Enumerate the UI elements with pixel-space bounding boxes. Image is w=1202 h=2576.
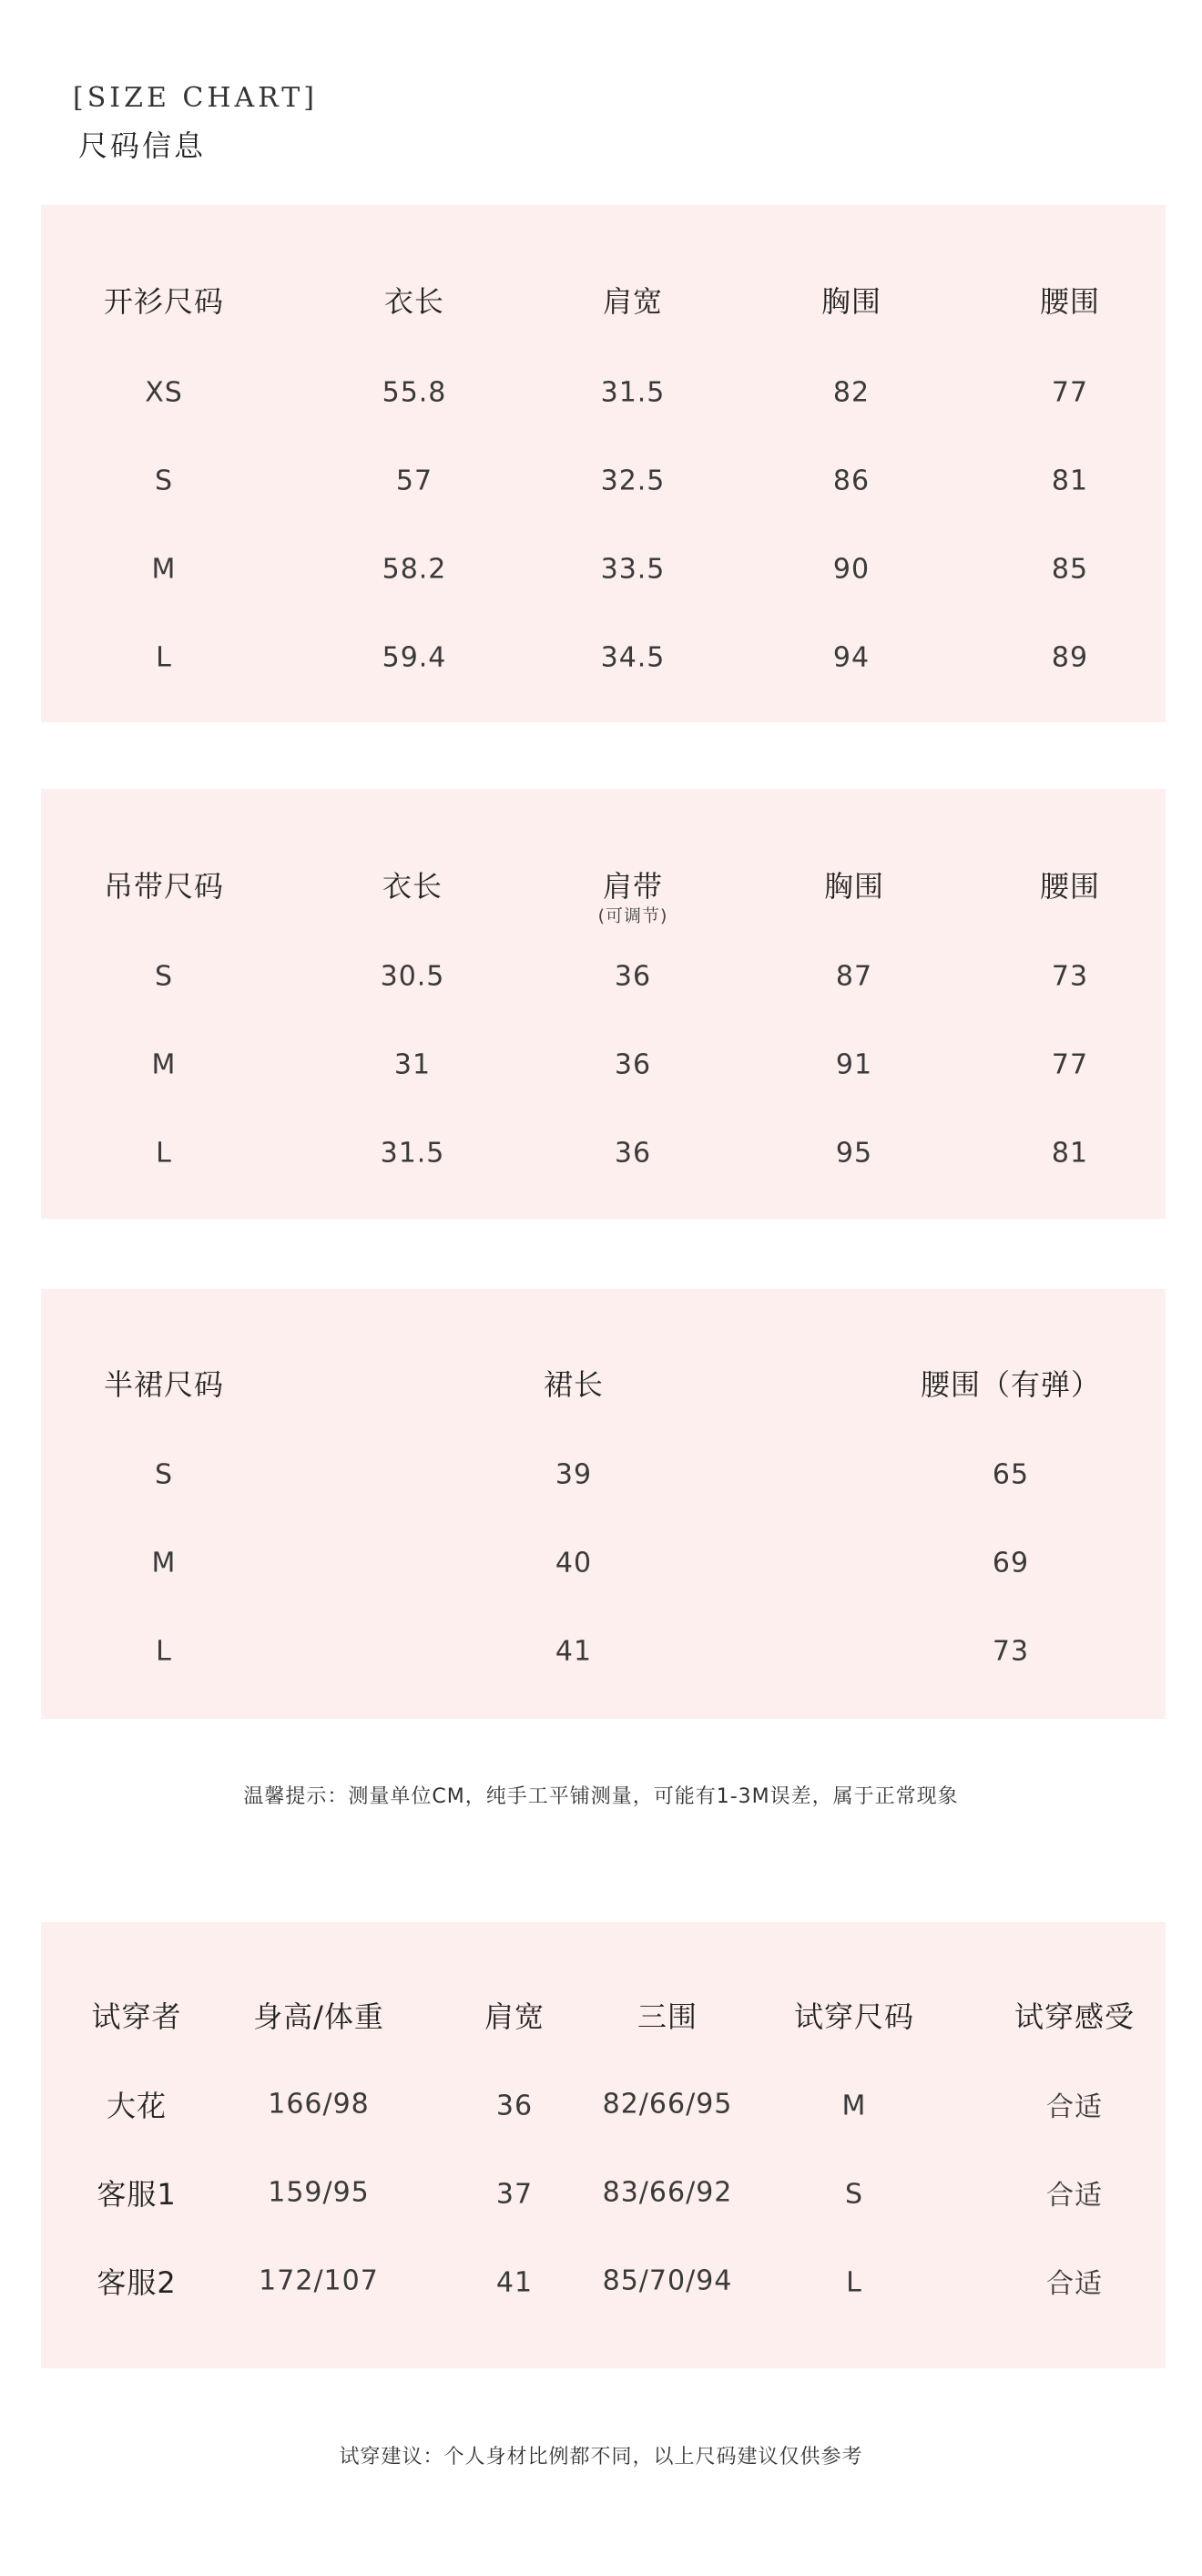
fitting-cell: 合适	[1046, 2091, 1103, 2123]
cardigan-cell: 33.5	[600, 553, 666, 586]
cardigan-header-shoulder: 肩宽	[602, 284, 664, 319]
cardigan-cell: 82	[832, 376, 871, 409]
cami-cell: 30.5	[380, 960, 445, 993]
cami-cell: 31.5	[380, 1137, 445, 1170]
skirt-size-table	[41, 1289, 1166, 1719]
skirt-cell: S	[154, 1458, 174, 1491]
fitting-cell: 82/66/95	[602, 2088, 733, 2121]
cardigan-cell: 34.5	[600, 641, 666, 674]
cami-cell: 36	[614, 960, 652, 993]
fitting-table	[41, 1922, 1166, 2368]
skirt-cell: 40	[555, 1547, 593, 1579]
cardigan-cell: 85	[1051, 553, 1089, 586]
fitting-cell: 37	[495, 2178, 534, 2211]
skirt-cell: M	[151, 1547, 177, 1579]
measurement-note: 温馨提示：测量单位CM，纯手工平铺测量，可能有1-3M误差，属于正常现象	[243, 1785, 959, 1808]
cardigan-cell: 90	[832, 553, 871, 586]
cardigan-cell: 94	[832, 641, 871, 674]
cardigan-cell: 59.4	[382, 641, 447, 674]
skirt-header-waist-elastic: 腰围（有弹）	[920, 1367, 1102, 1402]
fitting-cell: 85/70/94	[602, 2264, 733, 2297]
skirt-cell: 41	[555, 1635, 593, 1668]
cami-strap-adjustable-note: (可调节)	[597, 905, 668, 926]
cardigan-header-length: 衣长	[383, 284, 445, 319]
fitting-header-feeling: 试穿感受	[1014, 1999, 1136, 2034]
fitting-header-shoulder: 肩宽	[484, 1999, 545, 2034]
cardigan-header-size: 开衫尺码	[103, 284, 225, 319]
cami-cell: M	[151, 1048, 177, 1081]
fitting-tester-name: 大花	[106, 2089, 168, 2123]
cami-cell: 36	[614, 1137, 652, 1170]
size-chart-title-cn: 尺码信息	[78, 128, 207, 163]
cardigan-header-bust: 胸围	[820, 284, 882, 319]
cardigan-cell: L	[156, 641, 172, 674]
cami-cell: 31	[393, 1048, 432, 1081]
skirt-cell: 69	[992, 1547, 1030, 1579]
cami-cell: 77	[1051, 1048, 1089, 1081]
cami-header-length: 衣长	[382, 869, 443, 904]
cardigan-cell: 31.5	[600, 376, 666, 409]
cami-header-bust: 胸围	[823, 869, 885, 904]
fitting-cell: 166/98	[268, 2088, 370, 2121]
cami-cell: 91	[835, 1048, 873, 1081]
cardigan-size-table	[41, 205, 1166, 722]
cami-cell: 95	[835, 1137, 873, 1170]
skirt-cell: 73	[992, 1635, 1030, 1668]
cardigan-cell: S	[154, 465, 174, 497]
fitting-header-tester: 试穿者	[91, 1999, 182, 2034]
cami-cell: 73	[1051, 960, 1089, 993]
fitting-cell: 41	[495, 2266, 534, 2299]
cami-cell: 87	[835, 960, 873, 993]
skirt-cell: L	[156, 1635, 172, 1668]
cardigan-cell: 89	[1051, 641, 1089, 674]
fitting-cell: 159/95	[268, 2176, 370, 2209]
cami-cell: 36	[614, 1048, 652, 1081]
skirt-cell: 65	[992, 1458, 1030, 1491]
fitting-cell: 83/66/92	[602, 2176, 733, 2209]
fitting-cell: S	[844, 2178, 864, 2211]
skirt-header-length: 裙长	[543, 1367, 605, 1402]
fitting-tester-name: 客服2	[97, 2265, 177, 2300]
cami-cell: L	[156, 1137, 172, 1170]
fitting-advice-note: 试穿建议：个人身材比例都不同，以上尺码建议仅供参考	[339, 2446, 863, 2469]
cami-header-strap: 肩带	[602, 869, 664, 904]
fitting-cell: 合适	[1046, 2180, 1103, 2212]
cami-header-size: 吊带尺码	[103, 869, 225, 904]
skirt-header-size: 半裙尺码	[103, 1367, 225, 1402]
fitting-cell: M	[841, 2090, 867, 2122]
fitting-header-size: 试穿尺码	[793, 1999, 915, 2034]
cardigan-cell: 77	[1051, 376, 1089, 409]
cardigan-cell: 81	[1051, 465, 1089, 497]
cardigan-cell: XS	[145, 376, 183, 409]
cardigan-cell: 86	[832, 465, 871, 497]
fitting-cell: 36	[495, 2090, 534, 2122]
cardigan-cell: 55.8	[382, 376, 447, 409]
cardigan-cell: 32.5	[600, 465, 666, 497]
cardigan-cell: M	[151, 553, 177, 586]
cardigan-cell: 57	[395, 465, 433, 497]
fitting-tester-name: 客服1	[97, 2177, 177, 2212]
cami-header-waist: 腰围	[1039, 869, 1101, 904]
cardigan-header-waist: 腰围	[1039, 284, 1101, 319]
cami-cell: S	[154, 960, 174, 993]
fitting-cell: 合适	[1046, 2268, 1103, 2300]
fitting-header-height-weight: 身高/体重	[253, 1999, 384, 2034]
fitting-header-measurements: 三围	[637, 1999, 698, 2034]
fitting-cell: L	[846, 2266, 862, 2299]
cami-cell: 81	[1051, 1137, 1089, 1170]
skirt-cell: 39	[555, 1458, 593, 1491]
fitting-cell: 172/107	[259, 2264, 379, 2297]
size-chart-title-en: [SIZE CHART]	[73, 82, 318, 114]
cami-size-table	[41, 789, 1166, 1219]
cardigan-cell: 58.2	[382, 553, 447, 586]
